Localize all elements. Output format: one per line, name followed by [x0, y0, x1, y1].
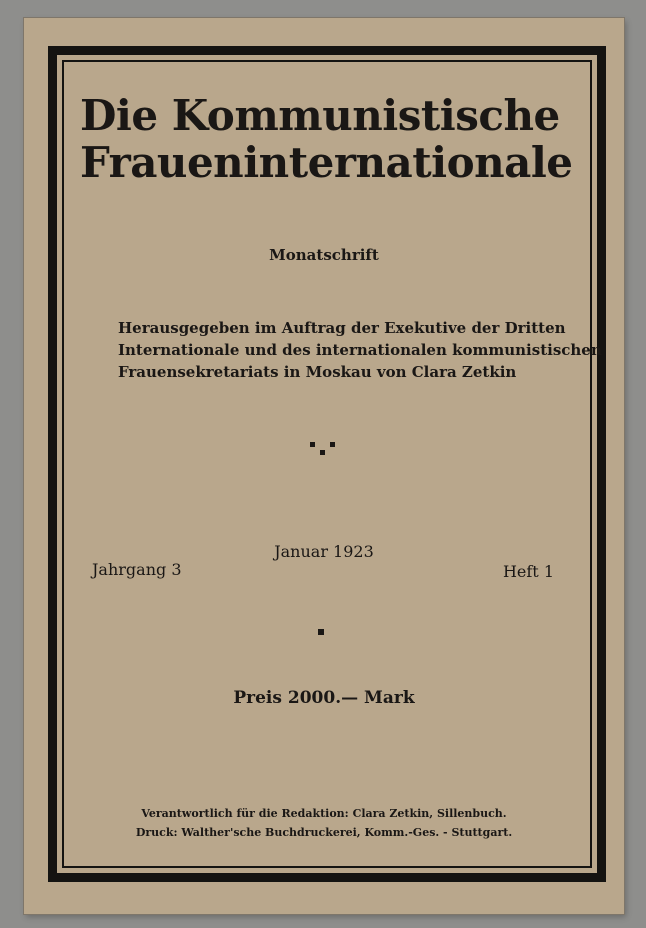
- divider-dot-icon: [318, 629, 324, 635]
- magazine-title: [80, 92, 580, 186]
- publisher-line-3: Frauensekretariats in Moskau von Clara Zetkin: [118, 362, 517, 381]
- imprint: [24, 804, 624, 843]
- title-line-2: Fraueninternationale: [80, 138, 573, 188]
- issue-date: Januar 1923: [274, 542, 374, 561]
- publisher-line-1: Herausgegeben im Auftrag der Exekutive der Dritten: [118, 319, 566, 337]
- publisher-line-2: Internationale und des internationalen kommunistischen: [118, 340, 602, 359]
- ornament-icon: [310, 442, 336, 460]
- price: Preis 2000.— Mark: [233, 688, 415, 708]
- volume-label: Jahrgang 3: [92, 560, 182, 579]
- magazine-cover: [24, 18, 624, 914]
- issue-number: Heft 1: [502, 562, 554, 581]
- title-line-1: Die Kommunistische: [80, 91, 560, 140]
- imprint-line-1: Verantwortlich für die Redaktion: Clara Zetkin, Sillenbuch.: [141, 807, 507, 820]
- publisher-statement: [118, 318, 602, 383]
- imprint-line-2: Druck: Walther'sche Buchdruckerei, Komm.-Ges. - Stuttgart.: [135, 826, 513, 840]
- subtitle: Monatschrift: [269, 246, 379, 264]
